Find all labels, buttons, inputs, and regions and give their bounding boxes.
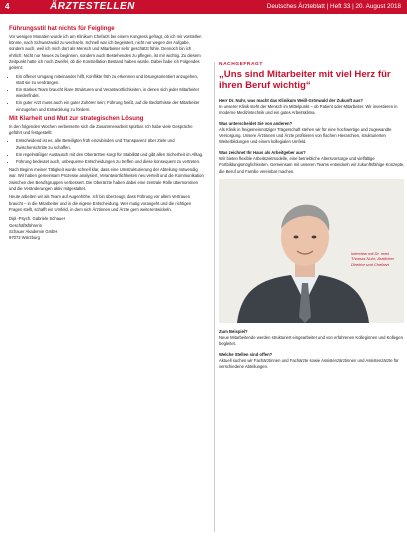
issue-info: Deutsches Ärzteblatt | Heft 33 | 20. August 2018 [266,2,401,10]
author-name: Dipl.-Psych. Gabriele Schauer [9,216,66,222]
logo: ÄRZTESTELLEN [50,1,135,12]
interviewee-photo [219,179,404,323]
question: Welche Stellen sind offen? [219,351,273,357]
page-number: 4 [5,2,10,11]
author-city: 97072 Würzburg [9,235,40,241]
left-column [9,25,204,241]
question: Was unterscheidet Sie von anderen? [219,120,293,126]
answer: Aktuell suchen wir Fachärztinnen und Fachärzte sowie Assistenzärztinnen und Assistenzärzte für verschiedene Abteilungen. [219,358,399,370]
photo-caption: Interview mit Dr. med. Thomas Nuhr, Ärztlicher Direktor und Chefarzt [351,250,394,267]
page-header [0,0,407,14]
answer: In unserer Klinik steht der Mensch im Mittelpunkt – ob Patient oder Mitarbeiter. Wir investieren in moderne Medizintechnik und ein gutes Arbeitsklima. [219,103,398,116]
author-role: Geschäftsführerin [9,222,43,228]
interview-qa [219,98,405,371]
list-item: • Ein starkes Team braucht klare Strukturen und Verantwortlichkeiten, in denen sich jeder Mitarbeiter wiederfindet. [16,87,204,100]
question: Zum Beispiel? [219,328,248,334]
section2-para: Heute arbeiten wir als Team auf Augenhöhe. Ich bin überzeugt, dass Führung vor allem Vertrauen braucht – in die Mitarbeiter und in die eigene Entscheidung. Wer mutig vorangeht und die richtigen Fragen stellt, schafft ein Umfeld, in dem sich Ärztinnen und Ärzte gern weiterentwickeln. [9,194,192,212]
list-item: • Führung bedeutet auch, unbequeme Entscheidungen zu treffen und diese konsequent zu vertreten. [16,159,204,165]
list-item: • Ein offener Umgang miteinander hilft, Konflikte früh zu erkennen und lösungsorientiert anzugehen, statt sie zu verdrängen. [16,74,204,87]
interview-box [214,62,405,532]
question: Was zeichnet Ihr Haus als Arbeitgeber aus? [219,149,306,155]
interview-kicker: NACHGEFRAGT [219,62,263,67]
section1-heading: Führungsstil hat nichts für Feiglinge [9,25,115,32]
section1-list [9,74,204,113]
author-company: Schauer Akademie GmbH [9,228,58,234]
answer: Wir bieten flexible Arbeitszeitmodelle, eine betriebliche Altersvorsorge und vielfältige Fortbildungsmöglichkeiten. Gemeinsam mit unseren Teams entwickeln wir zukunftsfähige Konzepte, die Beruf und Familie vereinbar machen. [219,156,405,174]
question: Herr Dr. Nuhr, was macht das Klinikum Weiß-Grönwald der Zukunft aus? [219,97,363,103]
section2-para: In den folgenden Wochen verbesserte sich die Zusammenarbeit spürbar. Ich habe viele Gespräche geführt und festgestellt: [9,123,193,136]
interview-headline: „Uns sind Mitarbeiter mit viel Herz für ihren Beruf wichtig“ [219,69,391,92]
answer: Als Klinik in freigemeinnütziger Trägerschaft stehen wir für eine hochwertige und zugewandte Versorgung. Unsere Ärztinnen und Ärzte profitieren von flachen Hierarchien, strukturierten Weiterbildungen und einem kollegialen Umfeld. [219,126,392,145]
list-item: • Ein regelmäßiger Austausch mit den Oberärzten sorgt für Stabilität und gibt allen Sicherheit im Alltag. [16,152,204,158]
section2-heading: Mit Klarheit und Mut zur strategischen Lösung [9,114,144,122]
list-item: • Ein guter Arzt muss auch ein guter Zuhörer sein; Führung heißt, auf die Bedürfnisse der Mitarbeiter einzugehen und Entwicklung zu fördern. [16,100,204,113]
section2-list [9,138,204,165]
author-signature [9,216,204,241]
list-item: • Entscheidend ist es, alle Beteiligten früh einzubinden und Transparenz über Ziele und Zwischenschritte zu schaffen. [16,138,204,151]
answer: Neue Mitarbeitende werden strukturiert eingearbeitet und von erfahrenen Kolleginnen und Kollegen begleitet. [219,335,403,347]
section2-para: Nach Beginn meiner Tätigkeit wurde schnell klar, dass eine Umstrukturierung der Abteilung notwendig war. Wir haben gemeinsam Prozesse analysiert, Verantwortlichkeiten neu verteilt und die Kommunikation zwischen den Berufsgruppen verbessert. Die Oberärzte haben dabei eine zentrale Rolle übernommen und die Veränderungen aktiv mitgestaltet. [9,167,204,192]
section1-para: Vor wenigen Monaten wurde ich am Klinikum Chefarzt bei einem Kongress gefragt, ob ich mir vorstellen könnte, nach Schwarzwald zu wechseln. Schnell war ich begeistert, nicht nur wegen der Aufgabe, sondern auch, weil ich mich dort als Mensch und Mitarbeiter sehr geschätzt fühle. Dennoch bin ich ehrlich: Nicht nur Neues zu beginnen, sondern auch Bestehendes zu pflegen, ist mir wichtig. Zu diesem Zeitpunkt hatte ich noch Zweifel, ob die Konstellation Bestand haben würde. Dabei habe ich Folgendes gelernt: [9,33,202,71]
